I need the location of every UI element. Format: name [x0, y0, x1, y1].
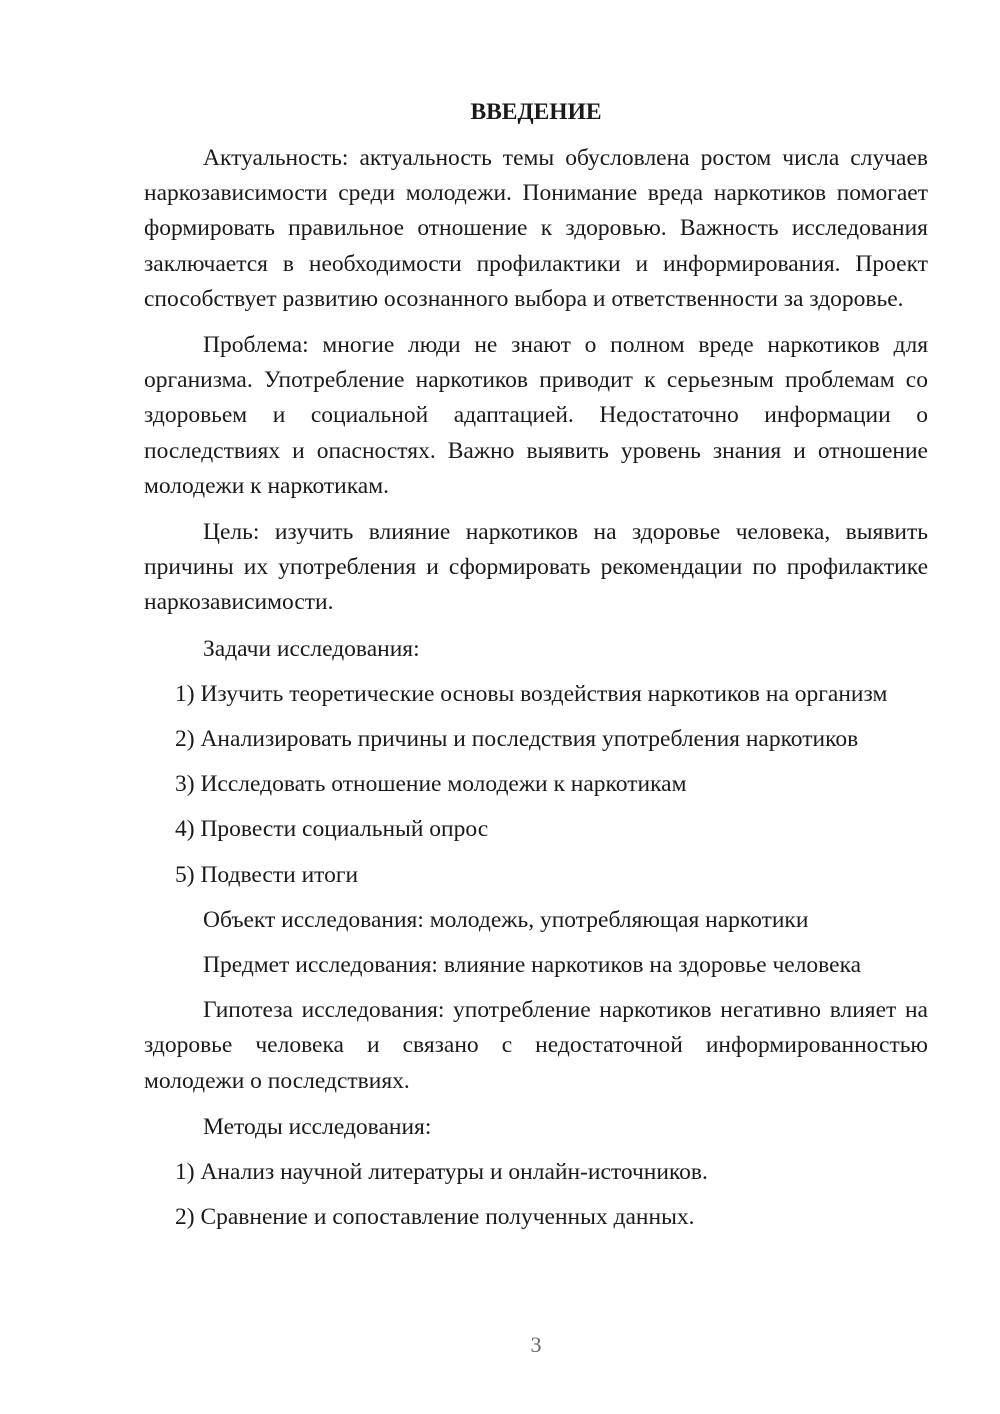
task-item: 5) Подвести итоги — [175, 861, 359, 888]
task-item: 1) Изучить теоретические основы воздействия наркотиков на организм — [175, 680, 888, 707]
hypothesis-paragraph: Гипотеза исследования: употребление наркотиков негативно влияет на здоровье человека и связано с недостаточной информированностью молодежи о последствиях. — [144, 997, 928, 1094]
goal-paragraph: Цель: изучить влияние наркотиков на здоровье человека, выявить причины их употребления и сформировать рекомендации по профилактике наркозависимости. — [144, 519, 928, 616]
subject-paragraph: Предмет исследования: влияние наркотиков на здоровье человека — [203, 952, 862, 979]
page-number: 3 — [530, 1332, 542, 1357]
methods-heading: Методы исследования: — [203, 1113, 432, 1140]
task-item: 3) Исследовать отношение молодежи к наркотикам — [175, 771, 687, 798]
method-item: 2) Сравнение и сопоставление полученных данных. — [175, 1204, 695, 1231]
task-item: 4) Провести социальный опрос — [175, 816, 489, 843]
object-paragraph: Объект исследования: молодежь, употребляющая наркотики — [203, 906, 809, 933]
task-item: 2) Анализировать причины и последствия употребления наркотиков — [175, 726, 859, 753]
body-text — [144, 141, 928, 1245]
page-title: ВВЕДЕНИЕ — [470, 99, 602, 125]
method-item: 1) Анализ научной литературы и онлайн-источников. — [175, 1159, 708, 1186]
problem-paragraph: Проблема: многие люди не знают о полном вреде наркотиков для организма. Употребление наркотиков приводит к серьезным проблемам со здоровьем и социальной адаптацией. Недостаточно информации о последствиях и опасностях. Важно выявить уровень знания и отношение молодежи к наркотикам. — [144, 332, 928, 499]
tasks-heading: Задачи исследования: — [203, 635, 420, 662]
relevance-paragraph: Актуальность: актуальность темы обусловлена ростом числа случаев наркозависимости среди молодежи. Понимание вреда наркотиков помогает формировать правильное отношение к здоровью. Важность исследования заключается в необходимости профилактики и информирования. Проект способствует развитию осознанного выбора и ответственности за здоровье. — [144, 145, 928, 312]
